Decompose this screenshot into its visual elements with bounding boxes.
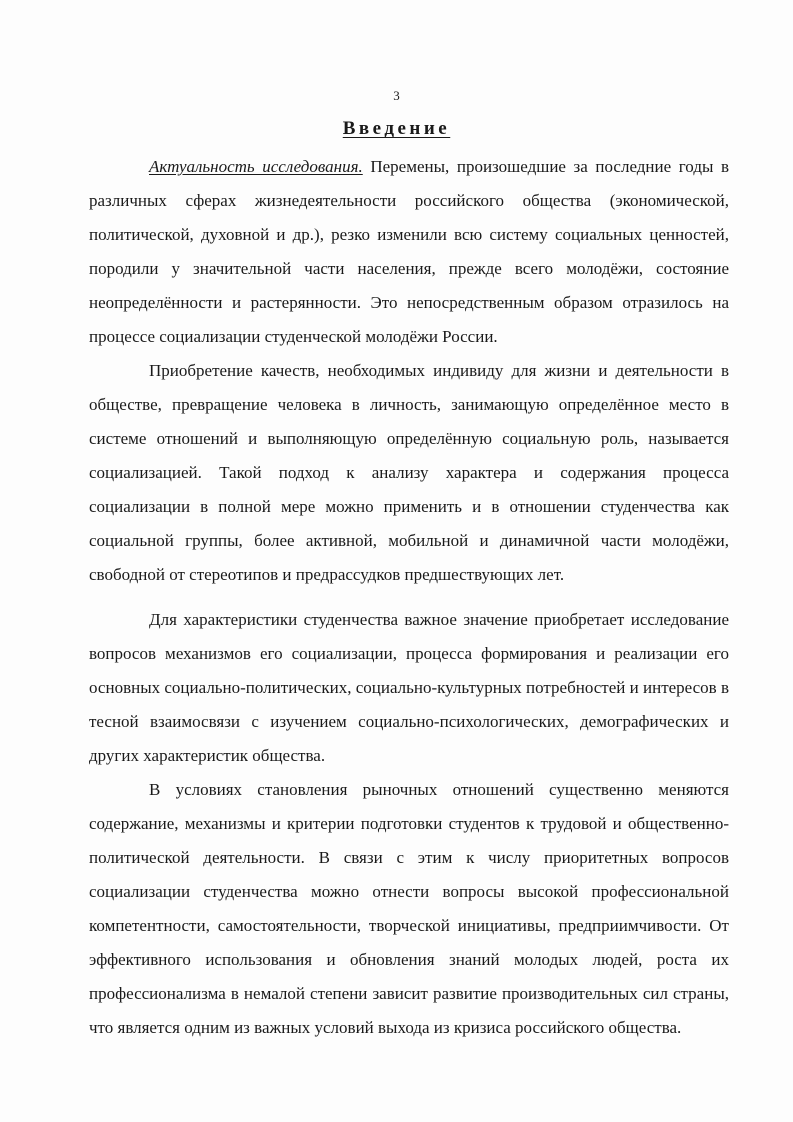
paragraph-text: В условиях становления рыночных отношений существенно меняются содержание, механизмы и критерии подготовки студентов к трудовой и общественно-политической деятельности. В связи с этим к числу приоритетных вопросов социализации студенчества можно отнести вопросы высокой профессиональной компетентности, самостоятельности, творческой инициативы, предприимчивости. От эффективного использования и обновления знаний молодых людей, роста их профессионализма в немалой степени зависит развитие производительных сил страны, что является одним из важных условий выхода из кризиса российского общества. [89, 780, 729, 1037]
body-text [89, 150, 729, 1045]
paragraph-text: Перемены, произошедшие за последние годы в различных сферах жизнедеятельности российского общества (экономической, политической, духовной и др.), резко изменили всю систему социальных ценностей, породили у значительной части населения, прежде всего молодёжи, состояние неопределённости и растерянности. Это непосредственным образом отразилось на процессе социализации студенческой молодёжи России. [89, 157, 729, 346]
paragraph-text: Приобретение качеств, необходимых индивиду для жизни и деятельности в обществе, превращение человека в личность, занимающую определённое место в системе отношений и выполняющую определённую социальную роль, называется социализацией. Такой подход к анализу характера и содержания процесса социализации в полной мере можно применить и в отношении студенчества как социальной группы, более активной, мобильной и динамичной части молодёжи, свободной от стереотипов и предрассудков предшествующих лет. [89, 361, 729, 584]
paragraph-text: Для характеристики студенчества важное значение приобретает исследование вопросов механизмов его социализации, процесса формирования и реализации его основных социально-политических, социально-культурных потребностей и интересов в тесной взаимосвязи с изучением социально-психологических, демографических и других характеристик общества. [89, 610, 729, 765]
paragraph-gap [89, 592, 729, 603]
paragraph-market-conditions [89, 773, 729, 1045]
paragraph-socialization [89, 354, 729, 592]
section-heading: Введение [342, 118, 451, 139]
paragraph-lead: Актуальность исследования. [149, 157, 363, 176]
paragraph-student-characteristics [89, 603, 729, 773]
paragraph-relevance [89, 150, 729, 354]
page-number: 3 [393, 88, 400, 103]
